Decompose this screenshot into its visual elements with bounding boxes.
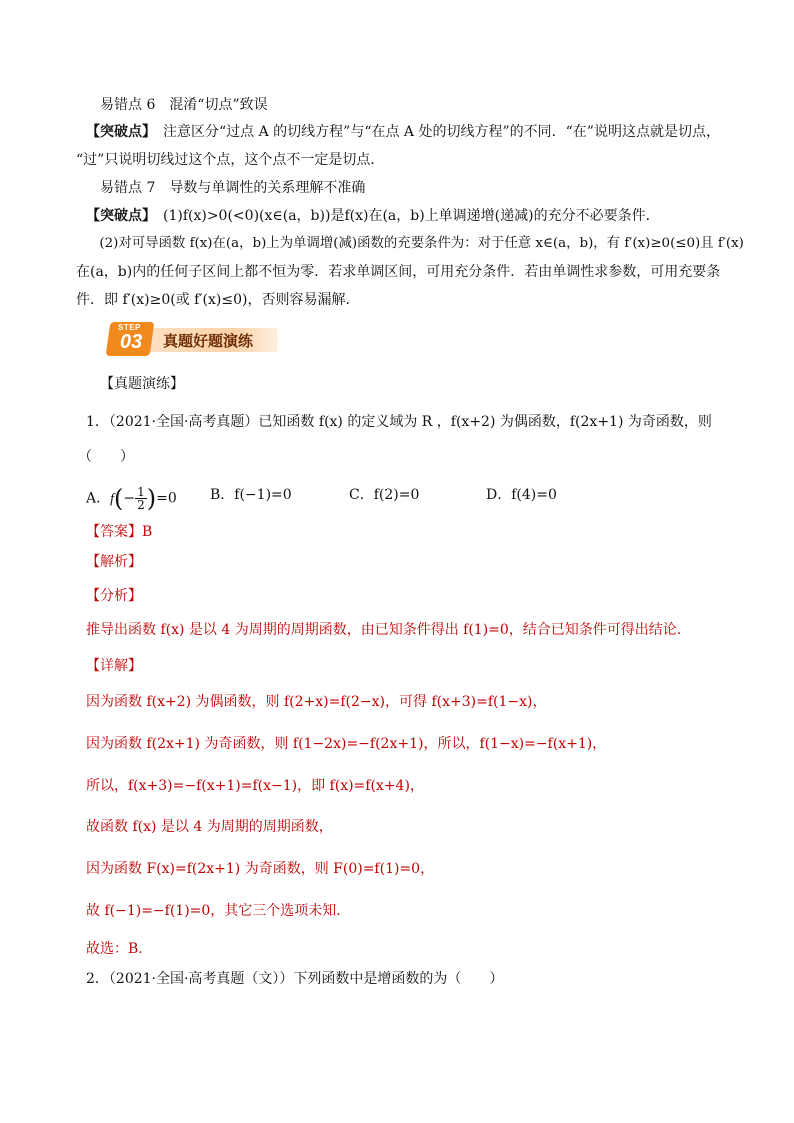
practice-heading: 【真题演练】: [100, 376, 184, 392]
section7-tag: 【突破点】: [86, 208, 149, 224]
section7-text3: 在(a，b)内的任何子区间上都不恒为零．若求单调区间，可用充分条件．若由单调性求参数，可用充要条: [76, 264, 721, 280]
section7-line1: [86, 207, 660, 225]
q1-fenxi: 推导出函数 f(x) 是以 4 为周期的周期函数，由已知条件得出 f(1)=0，结合已知条件可得出结论.: [86, 622, 682, 638]
q1-option-d[interactable]: D．f(4)=0: [486, 487, 557, 503]
section7-heading: 易错点 7 导数与单调性的关系理解不准确: [100, 180, 366, 196]
q2-stem: 2．（2021·全国·高考真题（文））下列函数中是增函数的为（ ）: [86, 971, 504, 987]
q1-fenxi-tag: 【分析】: [86, 588, 142, 604]
step-number: 03: [120, 331, 143, 353]
q1-detail-2: 因为函数 f(2x+1) 为奇函数，则 f(1−2x)=−f(2x+1)，所以，f(1−x)=−f(x+1)，: [86, 736, 607, 752]
section7-text4: 件．即 f′(x)≥0(或 f′(x)≤0)，否则容易漏解．: [76, 292, 360, 308]
option-a-tail: =0: [156, 490, 177, 507]
q1-detail-1: 因为函数 f(x+2) 为偶函数，则 f(2+x)=f(2−x)，可得 f(x+3)=f(1−x)，: [86, 694, 547, 710]
option-a-label: A．: [86, 490, 111, 507]
q1-analysis-tag: 【解析】: [86, 554, 142, 570]
option-a-func: f: [110, 491, 115, 507]
q1-detail-tag: 【详解】: [86, 658, 142, 674]
q1-detail-6: 故 f(−1)=−f(1)=0，其它三个选项未知.: [86, 903, 341, 919]
q1-choose: 故选：B.: [86, 941, 143, 957]
q1-detail-4: 故函数 f(x) 是以 4 为周期的周期函数，: [86, 819, 333, 835]
step-title: 真题好题演练: [163, 332, 254, 350]
q1-paren: （ ）: [78, 449, 134, 465]
q1-answer: 【答案】B: [86, 524, 153, 540]
q1-detail-5: 因为函数 F(x)=f(2x+1) 为奇函数，则 F(0)=f(1)=0，: [86, 861, 435, 877]
section7-text1: (1)f(x)>0(<0)(x∈(a，b))是f(x)在(a，b)上单调递增(递减)的充分不必要条件．: [149, 208, 660, 224]
q1-option-b[interactable]: B．f(−1)=0: [210, 487, 292, 503]
option-a-fraction: $\frac{1}{2}$: [137, 485, 145, 512]
section6-text2: “过”只说明切线过这个点，这个点不一定是切点．: [76, 152, 385, 168]
q1-stem: 1．（2021·全国·高考真题）已知函数 f(x) 的定义域为 R ，f(x+2) 为偶函数，f(2x+1) 为奇函数，则: [86, 414, 712, 430]
section6-text1: 注意区分“过点 A 的切线方程”与“在点 A 处的切线方程”的不同．“在”说明这点就是切点，: [149, 124, 720, 140]
section6-tag: 【突破点】: [86, 124, 149, 140]
step-label: STEP: [118, 323, 141, 332]
q1-option-c[interactable]: C．f(2)=0: [349, 487, 420, 503]
q1-option-a[interactable]: A．f(− $\frac{1}{2}$ )=0: [86, 484, 177, 513]
section6-line1: [86, 123, 720, 141]
section6-heading: 易错点 6 混淆“切点”致误: [100, 97, 268, 113]
q1-detail-3: 所以，f(x+3)=−f(x+1)=f(x−1)，即 f(x)=f(x+4)，: [86, 778, 424, 794]
section7-text2: (2)对可导函数 f(x)在(a，b)上为单调增(减)函数的充要条件为：对于任意 x∈(a，b)，有 f′(x)≥0(≤0)且 f′(x): [86, 236, 744, 251]
step-badge: [108, 322, 283, 356]
